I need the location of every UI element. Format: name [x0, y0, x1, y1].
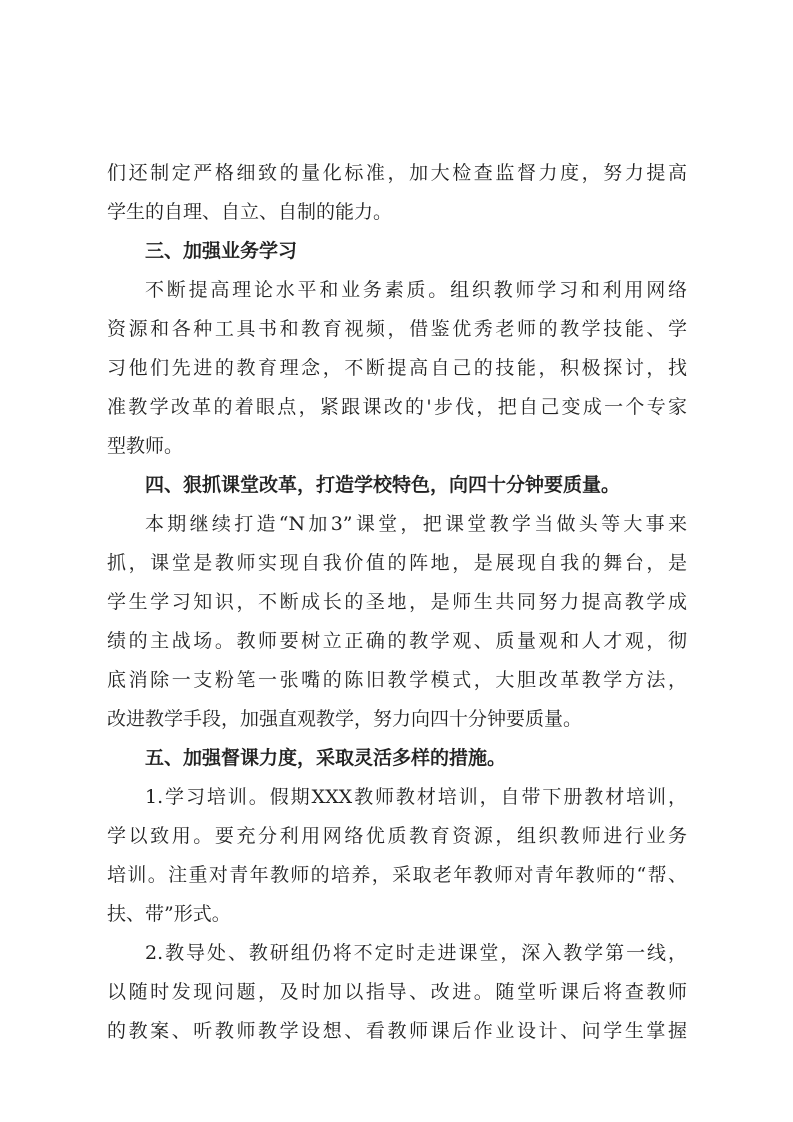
paragraph-line: 2.教导处、教研组仍将不定时走进课堂，深入教学第一线，	[145, 942, 687, 964]
paragraph-line: 底消除一支粉笔一张嘴的陈旧教学模式，大胆改革教学方法，	[107, 669, 687, 691]
paragraph-line: 学生的自理、自立、自制的能力。	[107, 201, 393, 223]
paragraph-line: 学以致用。要充分利用网络优质教育资源，组织教师进行业务	[107, 825, 687, 847]
paragraph-line: 培训。注重对青年教师的培养，采取老年教师对青年教师的“帮、	[107, 864, 687, 886]
paragraph-line: 学生学习知识，不断成长的圣地，是师生共同努力提高教学成	[107, 591, 687, 613]
paragraph-line: 的教案、听教师教学设想、看教师课后作业设计、问学生掌握	[107, 1020, 687, 1042]
paragraph-line: 们还制定严格细致的量化标准，加大检查监督力度，努力提高	[107, 162, 687, 184]
section-heading: 四、狠抓课堂改革，打造学校特色，向四十分钟要质量。	[145, 474, 621, 496]
paragraph-line: 习他们先进的教育理念，不断提高自己的技能，积极探讨，找	[107, 357, 687, 379]
section-heading: 三、加强业务学习	[145, 240, 298, 262]
section-heading: 五、加强督课力度，采取灵活多样的措施。	[145, 747, 507, 769]
paragraph-line: 以随时发现问题，及时加以指导、改进。随堂听课后将查教师	[107, 981, 687, 1003]
paragraph-line: 扶、带”形式。	[107, 903, 231, 925]
paragraph-line: 绩的主战场。教师要树立正确的教学观、质量观和人才观，彻	[107, 630, 687, 652]
paragraph-line: 改进教学手段，加强直观教学，努力向四十分钟要质量。	[107, 708, 583, 730]
paragraph-line: 不断提高理论水平和业务素质。组织教师学习和利用网络	[145, 279, 687, 301]
paragraph-line: 1.学习培训。假期XXX教师教材培训，自带下册教材培训，	[145, 786, 687, 808]
paragraph-line: 本期继续打造“N加3”课堂，把课堂教学当做头等大事来	[145, 513, 687, 535]
paragraph-line: 准教学改革的着眼点，紧跟课改的'步伐，把自己变成一个专家	[107, 396, 687, 418]
paragraph-line: 资源和各种工具书和教育视频，借鉴优秀老师的教学技能、学	[107, 318, 687, 340]
paragraph-line: 抓，课堂是教师实现自我价值的阵地，是展现自我的舞台，是	[107, 552, 687, 574]
paragraph-line: 型教师。	[107, 435, 184, 457]
